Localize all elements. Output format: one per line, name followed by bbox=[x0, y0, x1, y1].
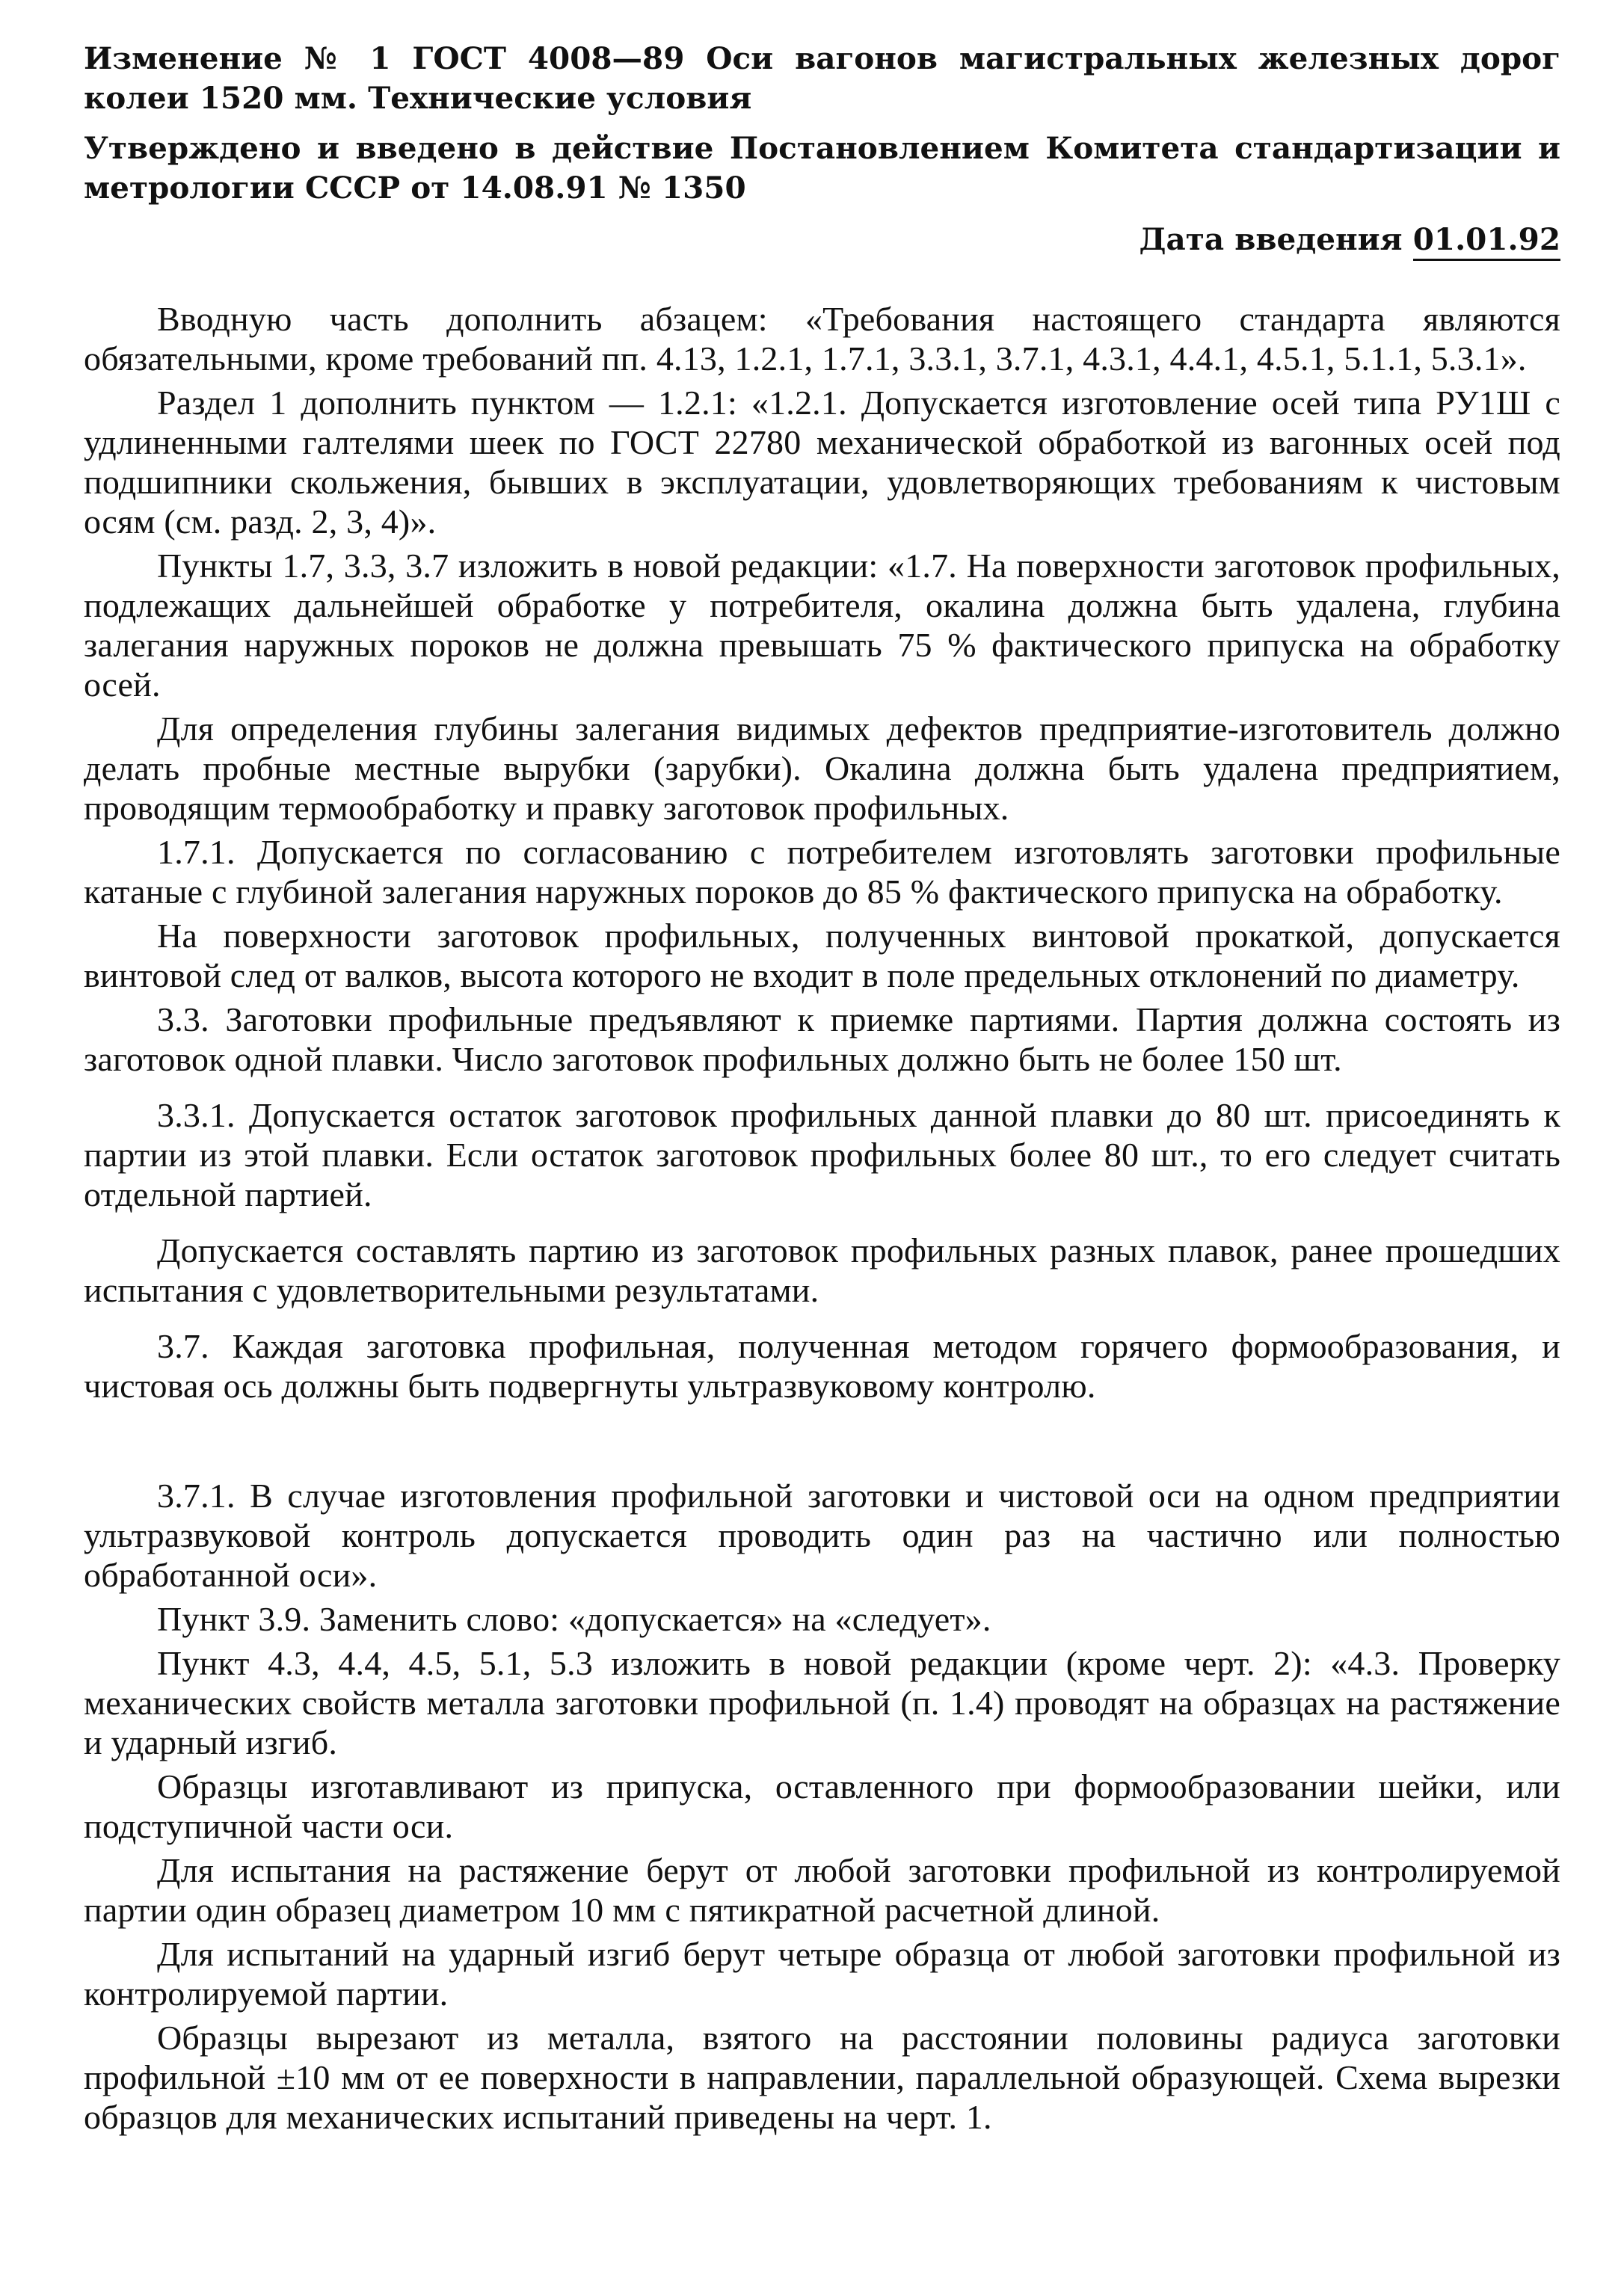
document-page bbox=[84, 39, 1560, 2141]
paragraph: 3.3.1. Допускается остаток заготовок профильных данной плавки до 80 шт. присоединять к партии из этой плавки. Если остаток заготовок профильных более 80 шт., то его следует считать отдельной партией. bbox=[84, 1096, 1560, 1213]
document-body bbox=[84, 299, 1560, 2137]
paragraph: На поверхности заготовок профильных, полученных винтовой прокаткой, допускается винтовой след от валков, высота которого не входит в поле предельных отклонений по диаметру. bbox=[84, 917, 1560, 994]
paragraph: 3.3. Заготовки профильные предъявляют к приемке партиями. Партия должна состоять из заготовок одной плавки. Число заготовок профильных должно быть не более 150 шт. bbox=[84, 1000, 1560, 1078]
date-value: 01.01.92 bbox=[1413, 221, 1560, 261]
paragraph: Пункты 1.7, 3.3, 3.7 изложить в новой редакции: «1.7. На поверхности заготовок профильных, подлежащих дальнейшей обработке у потребителя, окалина должна быть удалена, глубина залегания наружных пороков не должна превышать 75 % фактического припуска на обработку осей. bbox=[84, 547, 1560, 704]
effective-date bbox=[84, 220, 1560, 259]
paragraph: Для испытаний на ударный изгиб берут четыре образца от любой заготовки профильной из контролируемой партии. bbox=[84, 1935, 1560, 2013]
paragraph: Для испытания на растяжение берут от любой заготовки профильной из контролируемой партии один образец диаметром 10 мм с пятикратной расчетной длиной. bbox=[84, 1851, 1560, 1929]
paragraph: Пункт 3.9. Заменить слово: «допускается» на «следует». bbox=[157, 1600, 991, 1638]
paragraph: Раздел 1 дополнить пунктом — 1.2.1: «1.2.1. Допускается изготовление осей типа РУ1Ш с удлиненными галтелями шеек по ГОСТ 22780 механической обработкой из вагонных осей под подшипники скольжения, бывших в эксплуатации, удовлетворяющих требованиям к чистовым осям (см. разд. 2, 3, 4)». bbox=[84, 384, 1560, 541]
change-title: Изменение № 1 ГОСТ 4008—89 Оси вагонов магистральных железных дорог колеи 1520 мм. Технические условия bbox=[84, 40, 1560, 116]
paragraph: Образцы вырезают из металла, взятого на расстоянии половины радиуса заготовки профильной ±10 мм от ее поверхности в направлении, параллельной образующей. Схема вырезки образцов для механических испытаний приведены на черт. 1. bbox=[84, 2019, 1560, 2136]
paragraph: 3.7.1. В случае изготовления профильной заготовки и чистовой оси на одном предприятии ультразвуковой контроль допускается проводить один раз на частично или полностью обработанной оси». bbox=[84, 1477, 1560, 1594]
paragraph: Для определения глубины залегания видимых дефектов предприятие-изготовитель должно делать пробные местные вырубки (зарубки). Окалина должна быть удалена предприятием, проводящим термообработку и правку заготовок профильных. bbox=[84, 710, 1560, 827]
paragraph: 1.7.1. Допускается по согласованию с потребителем изготовлять заготовки профильные катаные с глубиной залегания наружных пороков до 85 % фактического припуска на обработку. bbox=[84, 833, 1560, 911]
paragraph: Допускается составлять партию из заготовок профильных разных плавок, ранее прошедших испытания с удовлетворительными результатами. bbox=[84, 1231, 1560, 1309]
paragraph: Образцы изготавливают из припуска, оставленного при формообразовании шейки, или подступичной части оси. bbox=[84, 1767, 1560, 1845]
paragraph: Вводную часть дополнить абзацем: «Требования настоящего стандарта являются обязательными, кроме требований пп. 4.13, 1.2.1, 1.7.1, 3.3.1, 3.7.1, 4.3.1, 4.4.1, 4.5.1, 5.1.1, 5.3.1». bbox=[84, 300, 1560, 378]
paragraph: 3.7. Каждая заготовка профильная, полученная методом горячего формообразования, и чистовая ось должны быть подвергнуты ультразвуковому контролю. bbox=[84, 1327, 1560, 1405]
section-spacer bbox=[84, 1410, 1560, 1476]
paragraph: Пункт 4.3, 4.4, 4.5, 5.1, 5.3 изложить в новой редакции (кроме черт. 2): «4.3. Проверку механических свойств металла заготовки профильной (п. 1.4) проводят на образцах на растяжение и ударный изгиб. bbox=[84, 1644, 1560, 1761]
date-label: Дата введения bbox=[1139, 221, 1403, 257]
approval-statement: Утверждено и введено в действие Постановлением Комитета стандартизации и метрологии СССР от 14.08.91 № 1350 bbox=[84, 130, 1560, 206]
